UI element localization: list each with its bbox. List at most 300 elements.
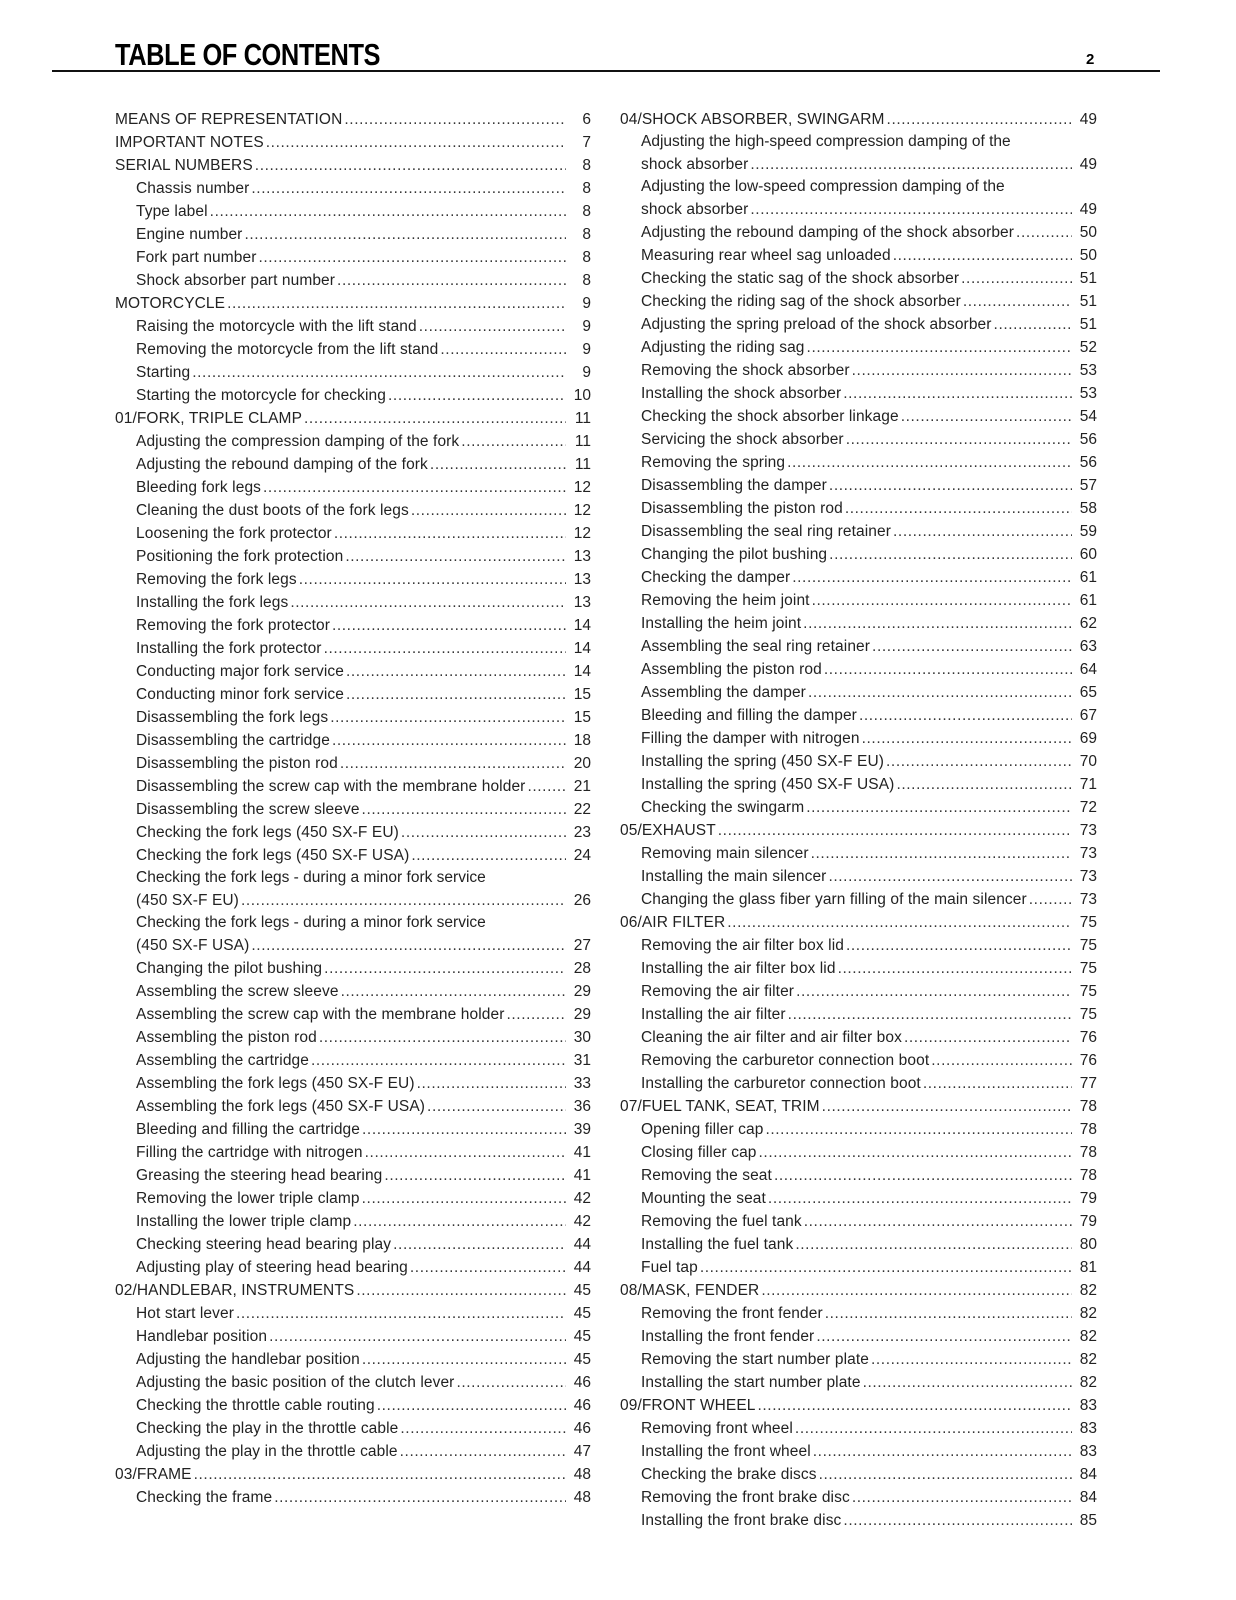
toc-subsection-link[interactable] — [620, 566, 1097, 589]
dot-leader — [400, 1440, 566, 1463]
toc-entry-label: Changing the glass fiber yarn filling of the main silencer — [641, 891, 1027, 908]
toc-section-link[interactable] — [620, 819, 1097, 842]
toc-page-number: 78 — [1079, 1144, 1097, 1161]
toc-subsection-link[interactable] — [115, 177, 591, 200]
toc-subsection-link[interactable] — [115, 1371, 591, 1394]
toc-page-number: 50 — [1079, 247, 1097, 264]
toc-subsection-link[interactable] — [115, 637, 591, 660]
dot-leader — [440, 338, 566, 361]
toc-subsection-link[interactable] — [620, 1463, 1097, 1486]
toc-page-number: 52 — [1079, 339, 1097, 356]
toc-section-link[interactable] — [115, 1463, 591, 1486]
toc-subsection-link[interactable] — [620, 405, 1097, 428]
toc-entry-label: 04/SHOCK ABSORBER, SWINGARM — [620, 111, 885, 128]
toc-page-number: 83 — [1079, 1443, 1097, 1460]
toc-entry-label: Removing the air filter — [641, 983, 795, 1000]
toc-subsection-link[interactable] — [620, 658, 1097, 681]
toc-entry-label: Removing the fork protector — [136, 617, 330, 634]
toc-subsection-link[interactable] — [115, 1417, 591, 1440]
toc-subsection-link[interactable] — [115, 752, 591, 775]
dot-leader — [923, 1072, 1072, 1095]
toc-entry-label: Removing the motorcycle from the lift stand — [136, 341, 439, 358]
dot-leader — [1029, 888, 1072, 911]
toc-entry-label: Checking the swingarm — [641, 799, 805, 816]
toc-subsection-link[interactable] — [115, 1072, 591, 1095]
toc-entry-label: 02/HANDLEBAR, INSTRUMENTS — [115, 1282, 355, 1299]
toc-entry-label: Assembling the fork legs (450 SX-F EU) — [136, 1075, 415, 1092]
toc-page-number: 46 — [573, 1420, 591, 1437]
toc-entry-label: Adjusting the compression damping of the fork — [136, 433, 460, 450]
dot-leader — [461, 430, 566, 453]
toc-page-number: 73 — [1079, 868, 1097, 885]
toc-subsection-link[interactable] — [620, 1256, 1097, 1279]
toc-subsection-link[interactable] — [620, 359, 1097, 382]
toc-subsection-link[interactable] — [620, 1440, 1097, 1463]
toc-subsection-link[interactable] — [620, 1509, 1097, 1532]
dot-leader — [846, 934, 1072, 957]
toc-page-number: 50 — [1079, 224, 1097, 241]
dot-leader — [759, 1141, 1072, 1164]
toc-page-number: 11 — [574, 456, 591, 473]
toc-subsection-link[interactable] — [115, 361, 591, 384]
toc-subsection-link[interactable] — [115, 1302, 591, 1325]
toc-subsection-link[interactable] — [115, 568, 591, 591]
toc-entry-label: Removing the air filter box lid — [641, 937, 844, 954]
dot-leader — [887, 108, 1072, 131]
toc-subsection-link[interactable] — [620, 1118, 1097, 1141]
toc-subsection-link[interactable] — [115, 683, 591, 706]
toc-subsection-link[interactable] — [115, 706, 591, 729]
toc-subsection-link[interactable] — [115, 660, 591, 683]
toc-subsection-link[interactable] — [115, 1118, 591, 1141]
toc-subsection-link[interactable] — [620, 1141, 1097, 1164]
toc-subsection-link[interactable] — [620, 1325, 1097, 1348]
toc-entry-label: Assembling the fork legs (450 SX-F USA) — [136, 1098, 426, 1115]
toc-entry-label: Type label — [136, 203, 208, 220]
dot-leader — [299, 568, 566, 591]
toc-page-number: 45 — [573, 1282, 591, 1299]
toc-subsection-link[interactable] — [115, 867, 591, 912]
toc-entry-label: Conducting major fork service — [136, 663, 344, 680]
toc-entry-label: Changing the pilot bushing — [641, 546, 828, 563]
toc-subsection-link[interactable] — [115, 338, 591, 361]
toc-subsection-link[interactable] — [115, 614, 591, 637]
toc-subsection-link[interactable] — [620, 796, 1097, 819]
dot-leader — [356, 1279, 566, 1302]
dot-leader — [893, 244, 1072, 267]
toc-page-number: 12 — [573, 479, 591, 496]
toc-subsection-link[interactable] — [115, 1348, 591, 1371]
toc-subsection-link[interactable] — [620, 1187, 1097, 1210]
toc-subsection-link[interactable] — [620, 336, 1097, 359]
toc-subsection-link[interactable] — [620, 750, 1097, 773]
toc-subsection-link[interactable] — [115, 246, 591, 269]
toc-entry-continuation — [641, 198, 1097, 221]
toc-subsection-link[interactable] — [115, 453, 591, 476]
toc-page-number: 49 — [1079, 156, 1097, 173]
toc-subsection-link[interactable] — [620, 1026, 1097, 1049]
toc-subsection-link[interactable] — [620, 497, 1097, 520]
toc-entry-label: Adjusting the spring preload of the shock absorber — [641, 316, 992, 333]
toc-subsection-link[interactable] — [620, 290, 1097, 313]
toc-subsection-link[interactable] — [620, 221, 1097, 244]
toc-section-link[interactable] — [620, 1095, 1097, 1118]
dot-leader — [362, 1187, 566, 1210]
dot-leader — [822, 1095, 1072, 1118]
toc-page-number: 45 — [573, 1305, 591, 1322]
toc-page-number: 78 — [1079, 1167, 1097, 1184]
toc-entry-label: 05/EXHAUST — [620, 822, 716, 839]
toc-subsection-link[interactable] — [115, 1210, 591, 1233]
toc-subsection-link[interactable] — [620, 704, 1097, 727]
toc-entry-label: Checking the fork legs - during a minor fork service — [136, 914, 486, 931]
toc-subsection-link[interactable] — [620, 681, 1097, 704]
toc-entry-label: Handlebar position — [136, 1328, 268, 1345]
dot-leader — [304, 407, 566, 430]
toc-page-number: 44 — [573, 1259, 591, 1276]
toc-page-number: 82 — [1079, 1282, 1097, 1299]
toc-entry-label: MEANS OF REPRESENTATION — [115, 111, 343, 128]
toc-entry-label: Installing the shock absorber — [641, 385, 842, 402]
toc-entry-label: Bleeding and filling the damper — [641, 707, 857, 724]
toc-entry-label: Installing the fuel tank — [641, 1236, 794, 1253]
toc-page-number: 51 — [1079, 270, 1097, 287]
toc-page-number: 73 — [1079, 822, 1097, 839]
toc-subsection-link[interactable] — [115, 1164, 591, 1187]
toc-subsection-link[interactable] — [115, 430, 591, 453]
toc-entry-label: 08/MASK, FENDER — [620, 1282, 760, 1299]
toc-entry-label: Checking the shock absorber linkage — [641, 408, 899, 425]
toc-subsection-link[interactable] — [115, 1003, 591, 1026]
dot-leader — [901, 405, 1072, 428]
dot-leader — [792, 566, 1072, 589]
dot-leader — [290, 591, 566, 614]
dot-leader — [871, 1348, 1072, 1371]
toc-subsection-link[interactable] — [115, 1256, 591, 1279]
toc-subsection-link[interactable] — [115, 798, 591, 821]
dot-leader — [362, 1348, 566, 1371]
dot-leader — [227, 292, 566, 315]
toc-page-number: 51 — [1079, 316, 1097, 333]
toc-page-number: 84 — [1079, 1466, 1097, 1483]
toc-subsection-link[interactable] — [620, 543, 1097, 566]
toc-section-link[interactable] — [115, 292, 591, 315]
toc-entry-label: Checking the fork legs - during a minor fork service — [136, 869, 486, 886]
toc-page-number: 14 — [573, 640, 591, 657]
toc-page-number: 85 — [1079, 1512, 1097, 1529]
toc-page-number: 8 — [582, 180, 591, 197]
dot-leader — [812, 589, 1072, 612]
toc-entry-label: Adjusting play of steering head bearing — [136, 1259, 408, 1276]
toc-subsection-link[interactable] — [620, 888, 1097, 911]
toc-entry-label: Measuring rear wheel sag unloaded — [641, 247, 891, 264]
toc-subsection-link[interactable] — [115, 269, 591, 292]
dot-leader — [795, 1417, 1072, 1440]
toc-entry-label: Installing the start number plate — [641, 1374, 861, 1391]
toc-entry-label: Engine number — [136, 226, 243, 243]
toc-subsection-link[interactable] — [620, 244, 1097, 267]
dot-leader — [410, 1256, 566, 1279]
toc-page-number: 78 — [1079, 1121, 1097, 1138]
dot-leader — [411, 499, 566, 522]
dot-leader — [829, 543, 1072, 566]
toc-subsection-link[interactable] — [620, 520, 1097, 543]
toc-subsection-link[interactable] — [115, 1440, 591, 1463]
toc-page-number: 79 — [1079, 1213, 1097, 1230]
toc-page-number: 26 — [573, 892, 591, 909]
dot-leader — [341, 980, 566, 1003]
toc-page-number: 8 — [582, 226, 591, 243]
toc-entry-label: Installing the carburetor connection boot — [641, 1075, 921, 1092]
toc-subsection-link[interactable] — [620, 1302, 1097, 1325]
dot-leader — [843, 382, 1072, 405]
dot-leader — [194, 1463, 566, 1486]
toc-subsection-link[interactable] — [620, 1210, 1097, 1233]
toc-section-link[interactable] — [115, 154, 591, 177]
toc-subsection-link[interactable] — [620, 589, 1097, 612]
dot-leader — [843, 1509, 1072, 1532]
toc-subsection-link[interactable] — [620, 474, 1097, 497]
dot-leader — [994, 313, 1072, 336]
toc-entry-label: Cleaning the air filter and air filter box — [641, 1029, 902, 1046]
dot-leader — [750, 198, 1072, 221]
dot-leader — [825, 1302, 1072, 1325]
toc-entry-label: Removing the start number plate — [641, 1351, 869, 1368]
toc-subsection-link[interactable] — [620, 451, 1097, 474]
toc-page-number: 57 — [1079, 477, 1097, 494]
toc-page-number: 9 — [582, 364, 591, 381]
toc-subsection-link[interactable] — [115, 522, 591, 545]
toc-subsection-link[interactable] — [620, 131, 1097, 176]
toc-subsection-link[interactable] — [620, 176, 1097, 221]
toc-subsection-link[interactable] — [115, 980, 591, 1003]
toc-page-number: 9 — [582, 341, 591, 358]
toc-subsection-link[interactable] — [115, 1187, 591, 1210]
dot-leader — [804, 1210, 1072, 1233]
dot-leader — [796, 980, 1072, 1003]
dot-leader — [527, 775, 566, 798]
toc-page-number: 9 — [582, 318, 591, 335]
toc-subsection-link[interactable] — [620, 1486, 1097, 1509]
toc-entry-label: Disassembling the seal ring retainer — [641, 523, 891, 540]
toc-entry-label: Installing the heim joint — [641, 615, 802, 632]
toc-entry-label: Assembling the piston rod — [641, 661, 822, 678]
toc-subsection-link[interactable] — [115, 1049, 591, 1072]
toc-subsection-link[interactable] — [620, 1233, 1097, 1256]
dot-leader — [768, 1187, 1072, 1210]
dot-leader — [210, 200, 566, 223]
toc-subsection-link[interactable] — [620, 1072, 1097, 1095]
toc-entry-label: Adjusting the basic position of the clutch lever — [136, 1374, 455, 1391]
dot-leader — [816, 1325, 1072, 1348]
dot-leader — [236, 1302, 566, 1325]
toc-section-link[interactable] — [115, 407, 591, 430]
toc-page-number: 56 — [1079, 431, 1097, 448]
toc-section-link[interactable] — [620, 1394, 1097, 1417]
dot-leader — [192, 361, 566, 384]
dot-leader — [828, 865, 1072, 888]
toc-subsection-link[interactable] — [115, 1095, 591, 1118]
dot-leader — [718, 819, 1072, 842]
toc-page-number: 13 — [573, 571, 591, 588]
dot-leader — [808, 681, 1072, 704]
dot-leader — [401, 821, 566, 844]
toc-page-number: 53 — [1079, 385, 1097, 402]
toc-subsection-link[interactable] — [620, 727, 1097, 750]
toc-page-number: 8 — [582, 203, 591, 220]
toc-entry-label: Removing the spring — [641, 454, 786, 471]
toc-section-link[interactable] — [620, 108, 1097, 131]
toc-section-link[interactable] — [115, 131, 591, 154]
toc-page-number: 29 — [573, 983, 591, 1000]
toc-page-number: 81 — [1079, 1259, 1097, 1276]
toc-entry-label: Positioning the fork protection — [136, 548, 344, 565]
toc-subsection-link[interactable] — [115, 200, 591, 223]
toc-section-link[interactable] — [620, 1279, 1097, 1302]
toc-subsection-link[interactable] — [620, 1348, 1097, 1371]
toc-subsection-link[interactable] — [115, 476, 591, 499]
dot-leader — [806, 796, 1072, 819]
toc-subsection-link[interactable] — [620, 428, 1097, 451]
toc-subsection-link[interactable] — [115, 315, 591, 338]
toc-page-number: 46 — [573, 1397, 591, 1414]
toc-subsection-link[interactable] — [115, 1394, 591, 1417]
toc-page-number: 24 — [573, 847, 591, 864]
toc-page-number: 60 — [1079, 546, 1097, 563]
toc-subsection-link[interactable] — [115, 821, 591, 844]
toc-page-number: 42 — [573, 1213, 591, 1230]
toc-page-number: 76 — [1079, 1029, 1097, 1046]
toc-entry-label: Checking the riding sag of the shock absorber — [641, 293, 961, 310]
toc-subsection-link[interactable] — [620, 612, 1097, 635]
toc-entry-label: Installing the front wheel — [641, 1443, 811, 1460]
dot-leader — [258, 246, 566, 269]
dot-leader — [337, 269, 566, 292]
toc-entry-label: 03/FRAME — [115, 1466, 192, 1483]
toc-page-number: 84 — [1079, 1489, 1097, 1506]
dot-leader — [750, 153, 1072, 176]
toc-subsection-link[interactable] — [115, 545, 591, 568]
toc-entry-label: SERIAL NUMBERS — [115, 157, 253, 174]
toc-subsection-link[interactable] — [620, 267, 1097, 290]
toc-subsection-link[interactable] — [115, 223, 591, 246]
toc-entry-label: Removing the front brake disc — [641, 1489, 850, 1506]
toc-entry-label: Removing the fork legs — [136, 571, 297, 588]
dot-leader — [863, 1371, 1072, 1394]
dot-leader — [362, 798, 566, 821]
toc-entry-label: Checking the play in the throttle cable — [136, 1420, 399, 1437]
toc-subsection-link[interactable] — [620, 382, 1097, 405]
toc-subsection-link[interactable] — [115, 729, 591, 752]
toc-subsection-link[interactable] — [620, 842, 1097, 865]
toc-subsection-link[interactable] — [620, 313, 1097, 336]
toc-subsection-link[interactable] — [620, 957, 1097, 980]
toc-subsection-link[interactable] — [115, 499, 591, 522]
toc-page-number: 65 — [1079, 684, 1097, 701]
toc-entry-label: Cleaning the dust boots of the fork legs — [136, 502, 409, 519]
toc-page-number: 8 — [582, 157, 591, 174]
dot-leader — [872, 635, 1072, 658]
toc-section-link[interactable] — [115, 1279, 591, 1302]
dot-leader — [811, 842, 1072, 865]
dot-leader — [845, 497, 1072, 520]
toc-entry-label: Servicing the shock absorber — [641, 431, 844, 448]
toc-entry-label: Removing the lower triple clamp — [136, 1190, 360, 1207]
dot-leader — [393, 1233, 566, 1256]
toc-page-number: 80 — [1079, 1236, 1097, 1253]
toc-subsection-link[interactable] — [620, 1003, 1097, 1026]
toc-subsection-link[interactable] — [115, 384, 591, 407]
toc-page-number: 70 — [1079, 753, 1097, 770]
toc-page-number: 48 — [573, 1466, 591, 1483]
toc-entry-continuation — [136, 889, 591, 912]
toc-entry-label: Greasing the steering head bearing — [136, 1167, 383, 1184]
toc-subsection-link[interactable] — [620, 773, 1097, 796]
toc-entry-label-continued: shock absorber — [641, 156, 749, 173]
toc-subsection-link[interactable] — [115, 1141, 591, 1164]
toc-subsection-link[interactable] — [620, 635, 1097, 658]
dot-leader — [334, 522, 566, 545]
toc-entry-label: Removing the carburetor connection boot — [641, 1052, 930, 1069]
dot-leader — [961, 267, 1072, 290]
toc-subsection-link[interactable] — [115, 1486, 591, 1509]
dot-leader — [324, 957, 566, 980]
toc-entry-label: Removing front wheel — [641, 1420, 793, 1437]
dot-leader — [332, 729, 566, 752]
toc-page-number: 82 — [1079, 1374, 1097, 1391]
toc-entry-continuation — [136, 934, 591, 957]
dot-leader — [931, 1049, 1072, 1072]
toc-entry-label: Checking the damper — [641, 569, 791, 586]
toc-subsection-link[interactable] — [620, 980, 1097, 1003]
toc-subsection-link[interactable] — [620, 1049, 1097, 1072]
toc-subsection-link[interactable] — [620, 1417, 1097, 1440]
toc-section-link[interactable] — [115, 108, 591, 131]
toc-subsection-link[interactable] — [115, 1233, 591, 1256]
toc-subsection-link[interactable] — [115, 1026, 591, 1049]
toc-entry-label: Disassembling the fork legs — [136, 709, 329, 726]
dot-leader — [362, 1118, 566, 1141]
toc-subsection-link[interactable] — [115, 1325, 591, 1348]
toc-subsection-link[interactable] — [115, 912, 591, 957]
toc-entry-label: Installing the air filter — [641, 1006, 786, 1023]
toc-section-link[interactable] — [620, 911, 1097, 934]
dot-leader — [859, 704, 1072, 727]
toc-entry-label: Fork part number — [136, 249, 257, 266]
toc-page-number: 73 — [1079, 845, 1097, 862]
toc-subsection-link[interactable] — [115, 844, 591, 867]
dot-leader — [761, 1279, 1072, 1302]
toc-page-number: 54 — [1079, 408, 1097, 425]
toc-subsection-link[interactable] — [620, 934, 1097, 957]
toc-subsection-link[interactable] — [620, 1371, 1097, 1394]
toc-entry-label: Assembling the seal ring retainer — [641, 638, 871, 655]
toc-subsection-link[interactable] — [115, 957, 591, 980]
toc-subsection-link[interactable] — [115, 591, 591, 614]
toc-subsection-link[interactable] — [115, 775, 591, 798]
dot-leader — [1016, 221, 1072, 244]
toc-entry-label: Raising the motorcycle with the lift stand — [136, 318, 417, 335]
dot-leader — [700, 1256, 1072, 1279]
toc-entry-label: Mounting the seat — [641, 1190, 766, 1207]
toc-page-number: 48 — [573, 1489, 591, 1506]
toc-entry-label: Checking the fork legs (450 SX-F USA) — [136, 847, 410, 864]
toc-subsection-link[interactable] — [620, 865, 1097, 888]
dot-leader — [269, 1325, 566, 1348]
toc-subsection-link[interactable] — [620, 1164, 1097, 1187]
toc-entry-label: Chassis number — [136, 180, 250, 197]
dot-leader — [241, 889, 566, 912]
